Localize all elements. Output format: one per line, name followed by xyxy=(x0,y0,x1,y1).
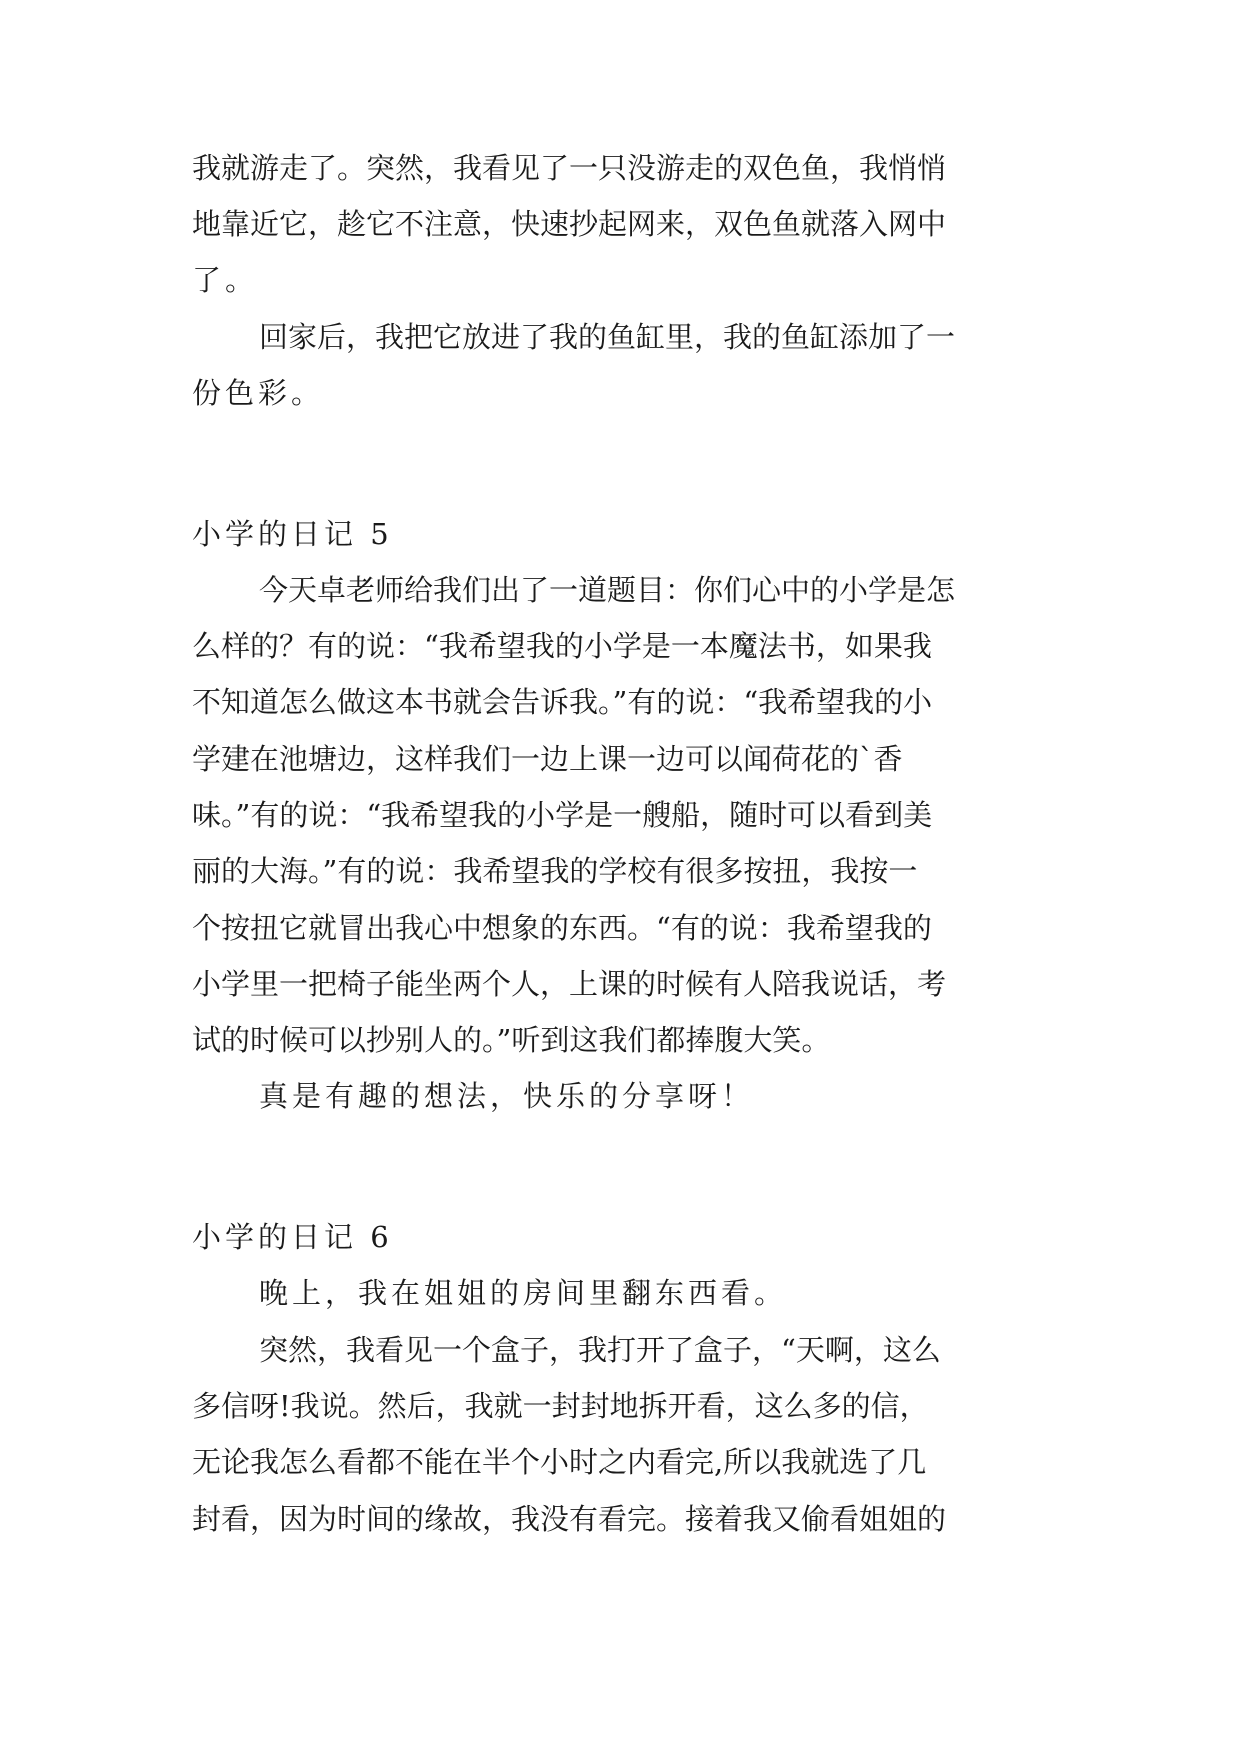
paragraph-line: 我就游走了。突然，我看见了一只没游走的双色鱼，我悄悄 xyxy=(192,151,947,185)
paragraph-line: 无论我怎么看都不能在半个小时之内看完,所以我就选了几 xyxy=(192,1445,927,1479)
paragraph-line: 晚上，我在姐姐的房间里翻东西看。 xyxy=(259,1276,788,1310)
paragraph-line: 份色彩。 xyxy=(192,376,325,410)
paragraph-line: 封看，因为时间的缘故，我没有看完。接着我又偷看姐姐的 xyxy=(192,1502,947,1536)
paragraph-line: 么样的？有的说：“我希望我的小学是一本魔法书，如果我 xyxy=(192,629,932,663)
paragraph-line: 地靠近它，趁它不注意，快速抄起网来，双色鱼就落入网中 xyxy=(192,207,947,241)
paragraph-line: 试的时候可以抄别人的。”听到这我们都捧腹大笑。 xyxy=(192,1023,831,1057)
paragraph-line: 不知道怎么做这本书就会告诉我。”有的说：“我希望我的小 xyxy=(192,685,933,719)
paragraph-line: 多信呀!我说。然后，我就一封封地拆开看，这么多的信， xyxy=(192,1389,929,1423)
section-heading: 小学的日记 5 xyxy=(192,517,393,551)
paragraph-line: 味。”有的说：“我希望我的小学是一艘船，随时可以看到美 xyxy=(192,798,933,832)
paragraph-line: 今天卓老师给我们出了一道题目：你们心中的小学是怎 xyxy=(259,573,956,607)
paragraph-line: 个按扭它就冒出我心中想象的东西。“有的说：我希望我的 xyxy=(192,911,932,945)
paragraph-line: 小学里一把椅子能坐两个人，上课的时候有人陪我说话，考 xyxy=(192,967,947,1001)
paragraph-line: 回家后，我把它放进了我的鱼缸里，我的鱼缸添加了一 xyxy=(259,320,956,354)
paragraph-line: 了。 xyxy=(192,263,259,297)
section-heading: 小学的日记 6 xyxy=(192,1220,393,1254)
paragraph-line: 学建在池塘边，这样我们一边上课一边可以闻荷花的`香 xyxy=(192,742,903,776)
paragraph-line: 突然，我看见一个盒子，我打开了盒子，“天啊，这么 xyxy=(259,1333,941,1367)
paragraph-line: 丽的大海。”有的说：我希望我的学校有很多按扭，我按一 xyxy=(192,854,918,888)
paragraph-line: 真是有趣的想法，快乐的分享呀！ xyxy=(259,1079,755,1113)
